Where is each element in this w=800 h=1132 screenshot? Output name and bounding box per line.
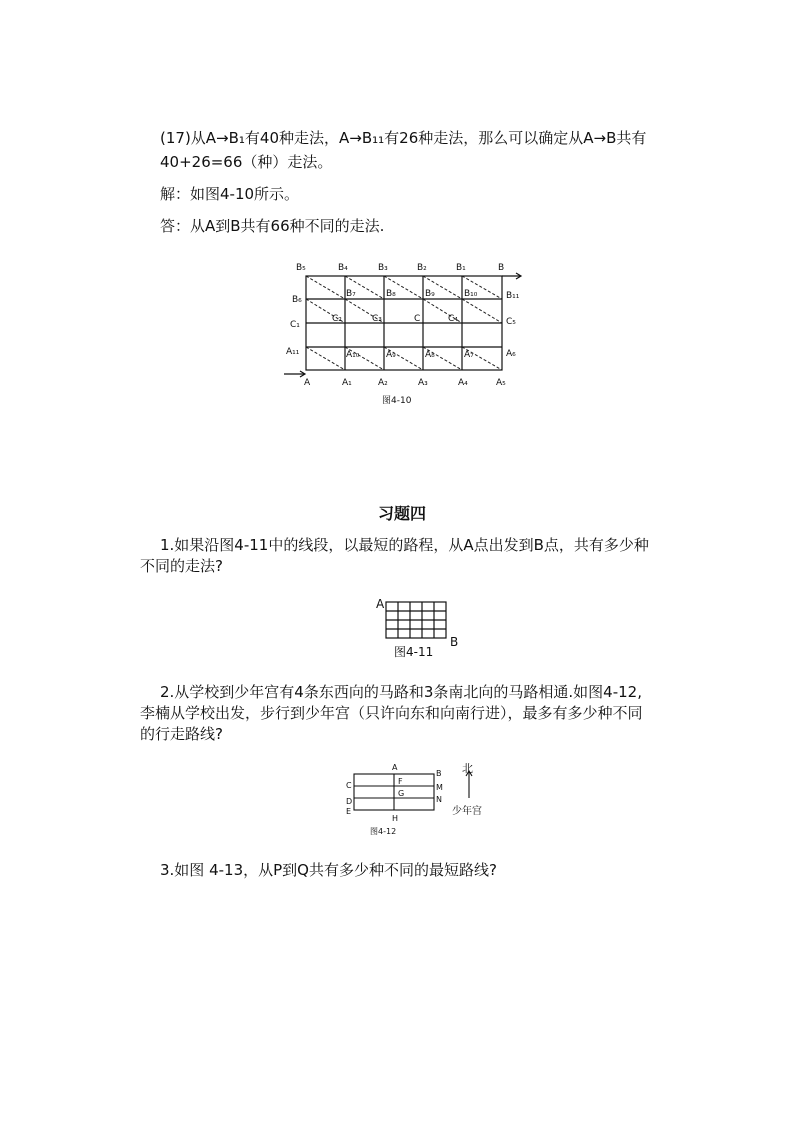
- label-A6: A₆: [506, 349, 516, 359]
- label-B8: B₈: [386, 289, 396, 299]
- caption-4-12: 图4-12: [370, 827, 397, 836]
- label-A4: A₄: [458, 378, 468, 388]
- solution-line-2: 40+26=66（种）走法。: [160, 153, 333, 171]
- label-A1: A₁: [342, 378, 352, 388]
- label-B1: B₁: [456, 263, 466, 273]
- label-A10: A₁₀: [346, 350, 360, 360]
- label-C1: C₁: [290, 320, 300, 330]
- q3: 3.如图 4-13，从P到Q共有多少种不同的最短路线?: [160, 861, 497, 879]
- label-F-4-12: F: [398, 777, 403, 786]
- solution-line-1: (17)从A→B₁有40种走法，A→B₁₁有26种走法，那么可以确定从A→B共有: [160, 129, 647, 147]
- label-M-4-12: M: [436, 783, 443, 792]
- label-A8: A₈: [425, 350, 435, 360]
- label-A-4-11: A: [376, 597, 385, 611]
- caption-4-11: 图4-11: [394, 645, 434, 659]
- label-B4: B₄: [338, 263, 348, 273]
- label-C4: C₄: [448, 314, 458, 324]
- label-B11: B₁₁: [506, 291, 520, 301]
- caption-4-10: 图4-10: [382, 396, 412, 406]
- label-A-4-12: A: [392, 763, 398, 772]
- label-C: C: [414, 314, 421, 324]
- grid-4-12: [354, 771, 472, 810]
- label-E-4-12: E: [346, 807, 352, 816]
- label-C2: C₂: [332, 314, 342, 324]
- label-B: B: [498, 263, 505, 273]
- label-H-4-12: H: [392, 814, 399, 823]
- grid-4-11: [386, 602, 446, 638]
- label-D-4-12: D: [346, 797, 353, 806]
- label-A2: A₂: [378, 378, 388, 388]
- label-A5: A₅: [496, 378, 506, 388]
- label-A11: A₁₁: [286, 347, 300, 357]
- label-B-4-12: B: [436, 769, 442, 778]
- label-B-4-11: B: [450, 635, 459, 649]
- label-B9: B₉: [425, 289, 435, 299]
- label-B2: B₂: [417, 263, 427, 273]
- figure-4-11: [370, 594, 466, 664]
- label-C3: C₃: [372, 314, 382, 324]
- q1-line-1: 1.如果沿图4-11中的线段，以最短的路程，从A点出发到B点，共有多少种: [160, 536, 649, 554]
- label-B7: B₇: [346, 289, 356, 299]
- figure-4-12: [338, 758, 498, 842]
- label-N-4-12: N: [436, 795, 442, 804]
- palace-label: 少年宫: [452, 806, 482, 817]
- figure-4-10: [278, 258, 528, 410]
- label-A: A: [304, 378, 311, 388]
- q1-line-2: 不同的走法?: [140, 557, 223, 575]
- grid-4-10: [284, 273, 521, 377]
- label-B10: B₁₀: [464, 289, 478, 299]
- label-A3: A₃: [418, 378, 428, 388]
- q2-line-2: 李楠从学校出发，步行到少年宫（只许向东和向南行进），最多有多少种不同: [140, 704, 643, 722]
- label-A7: A₇: [464, 350, 474, 360]
- north-label: 北: [462, 762, 473, 775]
- label-C-4-12: C: [346, 781, 352, 790]
- label-B3: B₃: [378, 263, 388, 273]
- solution-answer: 答：从A到B共有66种不同的走法.: [160, 217, 385, 235]
- label-G-4-12: G: [398, 789, 405, 798]
- label-A9: A₉: [386, 350, 396, 360]
- q2-line-1: 2.从学校到少年宫有4条东西向的马路和3条南北向的马路相通.如图4-12,: [160, 683, 642, 701]
- exercise-title: 习题四: [378, 504, 427, 523]
- q2-line-3: 的行走路线?: [140, 725, 223, 743]
- label-B6: B₆: [292, 295, 302, 305]
- label-B5: B₅: [296, 263, 306, 273]
- solution-jie: 解：如图4-10所示。: [160, 185, 300, 203]
- label-C5: C₅: [506, 317, 516, 327]
